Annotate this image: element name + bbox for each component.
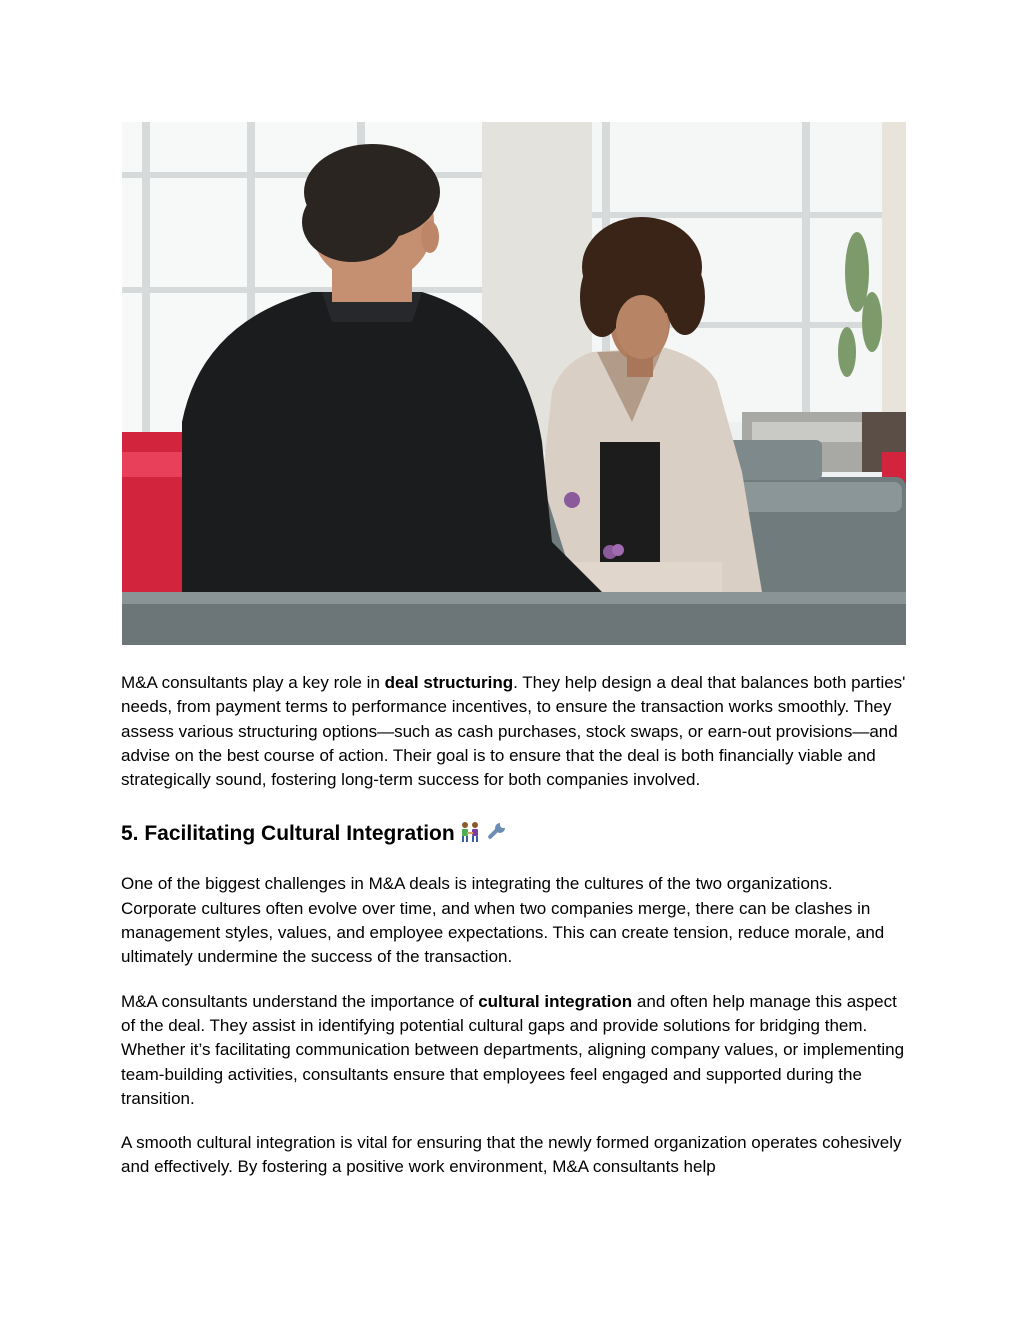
heading-text: 5. Facilitating Cultural Integration xyxy=(121,822,455,846)
bold-term: cultural integration xyxy=(478,991,633,1011)
people-holding-hands-icon xyxy=(459,821,481,852)
paragraph-deal-structuring xyxy=(121,671,911,792)
bold-term: deal structuring xyxy=(384,673,514,692)
meeting-photo xyxy=(122,122,906,645)
paragraph-text: M&A consultants play a key role in xyxy=(121,673,385,692)
paragraph-text: . They help design a deal that balances both parties' needs, from payment terms to performance incentives, to ensure the transaction works smoothly. They assess various structuring options—such as cash purchases, stock swaps, or earn-out provisions—and advise on the best course of action. Their goal is to ensure that the deal is both financially viable and strategically sound, fostering long-term success for both companies involved. xyxy=(121,673,906,790)
paragraph-challenges: One of the biggest challenges in M&A deals is integrating the cultures of the two organizations. Corporate cultures often evolve over time, and when two companies merge, there can be clashes in management styles, values, and employee expectations. This can create tension, reduce morale, and ultimately undermine the success of the transaction. xyxy=(121,874,885,967)
section-heading xyxy=(121,819,911,852)
paragraph-smooth-integration: A smooth cultural integration is vital for ensuring that the newly formed organization operates cohesively and effectively. By fostering a positive work environment, M&A consultants help xyxy=(121,1133,902,1177)
article-body xyxy=(121,671,911,1180)
paragraph-cultural-integration xyxy=(121,990,911,1111)
paragraph-text: and often help manage this aspect of the deal. They assist in identifying potential cultural gaps and provide solutions for bridging them. Whether it’s facilitating communication between departments, aligning company values, or implementing team-building activities, consultants ensure that employees feel engaged and supported during the transition. xyxy=(121,991,905,1108)
paragraph-text: M&A consultants understand the importance of xyxy=(121,991,479,1011)
wrench-icon xyxy=(485,821,507,852)
